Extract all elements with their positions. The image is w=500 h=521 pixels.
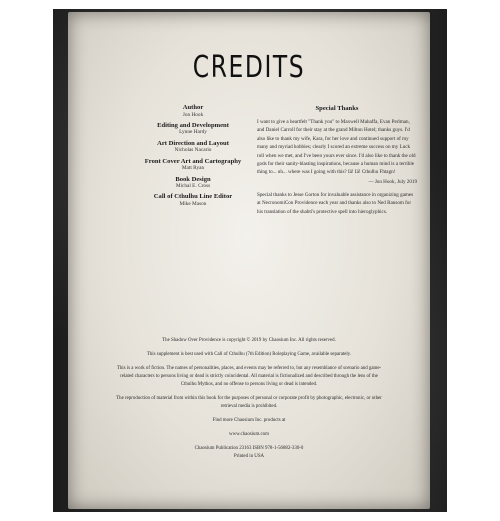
credit-entry-author xyxy=(132,105,254,118)
credit-role: Book Design xyxy=(175,175,211,183)
copyright-text: The Shadow Over Providence is copyright © 2019 by Chaosium Inc. All rights reserved. xyxy=(162,338,336,343)
website-link[interactable]: www.chaosium.com xyxy=(229,432,269,437)
signature-line: — Jon Hook, July 2019 xyxy=(368,178,417,185)
special-thanks-section xyxy=(257,105,417,216)
credit-role: Front Cover Art and Cartography xyxy=(144,157,242,165)
printed-info: Printed in USA xyxy=(233,454,265,459)
credit-entry-art-direction xyxy=(132,141,254,154)
publication-info: Chaosium Publication 23163 ISBN 978-1-56882-330-0 xyxy=(194,446,304,451)
credit-entry-cover-art xyxy=(132,159,254,172)
credits-list xyxy=(132,105,254,212)
credits-page xyxy=(68,12,430,509)
credit-role: Art Direction and Layout xyxy=(157,139,229,147)
find-more-text: Find more Chaosium Inc. products at xyxy=(212,418,286,423)
credit-name: Mike Mason xyxy=(179,201,207,208)
fiction-disclaimer: This is a work of fiction. The names of personalities, places, and events may be referred to, but any resemblance of scenario and game-related characters to persons living or dead is strictly coincidental. All material is fictionalized and described through the lens of the Cthulhu Mythos, and no offense to persons living or dead is intended. xyxy=(116,366,382,387)
supplement-text: This supplement is best used with Call of Cthulhu (7th Edition) Roleplaying Game, available separately. xyxy=(146,352,352,357)
credit-role: Editing and Development xyxy=(157,121,229,129)
special-thanks-paragraph: Special thanks to Jesse Gorton for invaluable assistance in organizing games at NecronomiCon Providence each year and thanks also to Ned Ransom for his translation of the shabti's protective spell into hieroglyphics. xyxy=(257,191,414,215)
special-thanks-paragraph: I want to give a heartfelt "Thank you" to Maxwell Mahaffa, Evan Perlman, and Daniel Carroll for their stay at the grand Milton Hotel; thanks guys. I'd also like to thank my wife, Kara, for her love and continued support of my many and myriad hobbies; clearly I scored an extreme success on my Luck roll when we met, and I've been yours ever since. I'd also like to thank the old gods for their sanity-blasting inspirations, because a human mind is a terrible thing to... uh... where was I going with this? Iä! Iä! Cthulhu Fhtagn! xyxy=(257,119,416,176)
legal-footer xyxy=(112,337,386,461)
credit-role: Call of Cthulhu Line Editor xyxy=(153,193,233,201)
credit-entry-editing xyxy=(132,123,254,136)
credit-name: Lynne Hardy xyxy=(179,129,207,136)
credit-name: Jon Hook xyxy=(182,111,204,118)
special-thanks-heading: Special Thanks xyxy=(315,105,359,112)
credit-role: Author xyxy=(182,104,204,111)
credit-entry-book-design xyxy=(132,177,254,190)
credit-entry-line-editor xyxy=(132,194,254,207)
reproduction-notice: The reproduction of material from within this book for the purposes of personal or corporate profit by photographic, electronic, or other retrieval media is prohibited. xyxy=(116,396,382,409)
credit-name: Matt Ryan xyxy=(181,165,205,172)
page-title: CREDITS xyxy=(192,50,306,85)
credit-name: Nicholas Nacario xyxy=(174,147,212,154)
credit-name: Michal E. Cross xyxy=(175,183,211,190)
